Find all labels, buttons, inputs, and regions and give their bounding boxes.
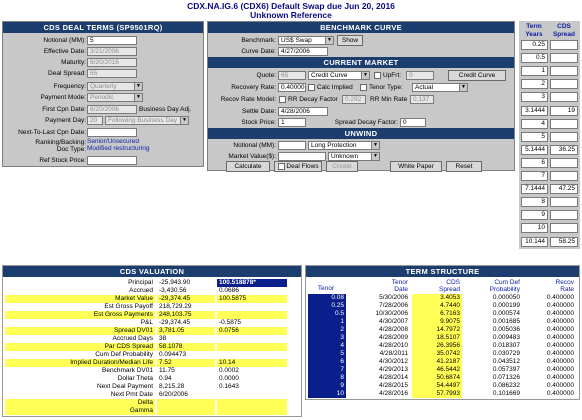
table-cell: 0.5 xyxy=(308,310,346,318)
table-cell: 10/30/2006 xyxy=(375,310,408,317)
valuation-value-pct: 0.1643 xyxy=(219,383,239,390)
table-cell: 2 xyxy=(308,326,346,334)
frequency-value: Quarterly xyxy=(90,83,117,90)
valuation-label: Cum Def Probability xyxy=(95,351,153,358)
valuation-row xyxy=(5,327,299,335)
table-cell: 0.400000 xyxy=(546,374,574,381)
deal-flows-label: Deal Flows xyxy=(286,163,319,170)
valuation-label: Est Gross Payoff xyxy=(104,303,153,310)
payment-day-field[interactable]: 20 xyxy=(87,116,103,125)
valuation-row xyxy=(5,295,299,303)
side-spread-field[interactable]: 19 xyxy=(550,106,578,116)
valuation-row xyxy=(5,335,299,343)
valuation-value-pct: 0.0002 xyxy=(219,367,239,374)
payment-mode-select[interactable] xyxy=(87,93,143,102)
calc-implied-label: Calc Implied xyxy=(317,84,353,91)
valuation-value-pct: 0.0000 xyxy=(219,375,239,382)
table-row xyxy=(306,334,579,342)
ranking-value: Senior/Unsecured xyxy=(87,138,140,145)
side-term-field[interactable]: 1 xyxy=(521,66,548,76)
payment-day-conv-value: Following Business Day xyxy=(108,117,178,124)
table-cell: 0.018307 xyxy=(492,342,520,349)
chevron-down-icon: ▼ xyxy=(325,37,333,44)
table-row xyxy=(306,294,579,302)
valuation-row xyxy=(5,287,299,295)
table-cell: 14.7972 xyxy=(412,326,462,334)
market-value-label: Market Value($): xyxy=(228,153,276,160)
table-cell: 6 xyxy=(308,358,346,366)
table-cell: 54.4497 xyxy=(412,382,462,390)
valuation-value-pct xyxy=(217,391,287,399)
maturity-field[interactable]: 6/20/2016 xyxy=(87,58,137,67)
side-spread-field[interactable] xyxy=(550,132,578,142)
table-cell: 57.7993 xyxy=(412,390,462,398)
side-term-field[interactable]: 5.1444 xyxy=(521,145,548,155)
table-cell: 7/28/2006 xyxy=(379,302,408,309)
side-term-field[interactable]: 3 xyxy=(521,92,548,102)
benchmark-select[interactable] xyxy=(278,36,334,45)
quote-label: Quote: xyxy=(256,72,276,79)
side-spread-field[interactable] xyxy=(550,158,578,168)
table-cell: 0.400000 xyxy=(546,350,574,357)
side-spread-field[interactable] xyxy=(550,210,578,220)
protection-select[interactable] xyxy=(308,141,380,150)
side-spread-field[interactable] xyxy=(550,171,578,181)
next-to-last-field[interactable] xyxy=(87,128,137,137)
side-spread-field[interactable] xyxy=(550,53,578,63)
benchmark-header: BENCHMARK CURVE xyxy=(208,22,514,33)
term-structure-col-header: Recov Rate xyxy=(555,279,574,293)
valuation-label: Market Value xyxy=(5,295,155,303)
table-cell: 0.400000 xyxy=(546,334,574,341)
market-value-field[interactable] xyxy=(278,152,326,161)
settle-date-label: Settle Date: xyxy=(242,108,276,115)
side-term-field[interactable]: 9 xyxy=(521,210,548,220)
valuation-row xyxy=(5,319,299,327)
valuation-value-pct: -0.5875 xyxy=(219,319,242,326)
curve-date-label: Curve Date: xyxy=(241,48,276,55)
valuation-label: Spread DV01 xyxy=(5,327,155,335)
chevron-down-icon: ▼ xyxy=(134,83,142,90)
table-cell: 7 xyxy=(308,366,346,374)
table-cell: 0.400000 xyxy=(546,390,574,397)
valuation-label: Gamma xyxy=(5,407,155,415)
valuation-value-pct xyxy=(217,407,287,415)
upfront-field[interactable]: 0 xyxy=(406,71,434,80)
table-cell: 0.009483 xyxy=(492,334,520,341)
table-cell: 35.0742 xyxy=(412,350,462,358)
valuation-value: 218,729.29 xyxy=(159,303,192,310)
valuation-value-pct xyxy=(217,343,287,351)
valuation-label: Benchmark DV01 xyxy=(102,367,153,374)
ref-stock-label: Ref Stock Price: xyxy=(39,157,86,164)
term-structure-col-header: Cum Def Probability xyxy=(489,279,520,293)
side-term-field[interactable]: 8 xyxy=(521,197,548,207)
side-term-field[interactable]: 6 xyxy=(521,158,548,168)
valuation-value-pct: 0.0756 xyxy=(217,327,287,335)
table-cell: 4 xyxy=(308,342,346,350)
table-cell: 0.08 xyxy=(308,294,346,302)
table-cell: 4/28/2010 xyxy=(379,342,408,349)
recov-model-label: Recov Rate Model: xyxy=(220,96,276,103)
valuation-header: CDS VALUATION xyxy=(3,266,301,277)
valuation-value-pct xyxy=(217,351,287,359)
calc-implied-checkbox[interactable] xyxy=(308,84,315,91)
market-panel xyxy=(207,21,515,171)
table-cell: 0.057397 xyxy=(492,366,520,373)
valuation-panel xyxy=(2,265,302,417)
valuation-value-pct xyxy=(217,303,287,311)
table-row xyxy=(306,342,579,350)
table-cell: 4/30/2007 xyxy=(379,318,408,325)
stock-price-field[interactable]: 1 xyxy=(278,118,306,127)
show-button[interactable]: Show xyxy=(337,35,363,46)
table-cell: 3 xyxy=(308,334,346,342)
valuation-value-pct: 0.0686 xyxy=(219,287,239,294)
doc-type-value: Modified restructuring xyxy=(87,145,150,152)
valuation-value: -3,430.56 xyxy=(159,287,187,294)
frequency-label: Frequency: xyxy=(53,83,86,90)
side-term-field[interactable]: 5 xyxy=(521,132,548,142)
table-cell: 1 xyxy=(308,318,346,326)
valuation-row xyxy=(5,351,299,359)
tenor-type-checkbox[interactable] xyxy=(360,84,367,91)
valuation-label: Accrued xyxy=(129,287,153,294)
valuation-value-pct xyxy=(217,311,287,319)
table-cell: 4.7440 xyxy=(412,302,462,310)
table-cell: 4/30/2012 xyxy=(379,358,408,365)
table-cell: 0.400000 xyxy=(546,318,574,325)
side-term-field[interactable]: 10 xyxy=(521,223,548,233)
valuation-row xyxy=(5,399,299,407)
valuation-value: 0.94 xyxy=(159,375,172,382)
valuation-value-pct xyxy=(217,399,287,407)
side-curve-panel xyxy=(519,21,580,249)
table-cell: 8 xyxy=(308,374,346,382)
table-row xyxy=(306,310,579,318)
side-spread-header: CDS Spread xyxy=(552,23,576,38)
deal-spread-field[interactable]: 65 xyxy=(87,69,137,78)
table-cell: 0.400000 xyxy=(546,342,574,349)
valuation-row xyxy=(5,375,299,383)
table-row xyxy=(306,374,579,382)
payment-mode-label: Payment Mode: xyxy=(40,94,86,101)
first-cpn-label: First Cpn Date: xyxy=(42,106,86,113)
valuation-row xyxy=(5,303,299,311)
table-row xyxy=(306,382,579,390)
chevron-down-icon: ▼ xyxy=(459,84,467,91)
frequency-select[interactable] xyxy=(87,82,143,91)
valuation-price-input[interactable]: 100.518878* xyxy=(217,279,287,287)
valuation-label: Next Deal Payment xyxy=(97,383,153,390)
white-paper-button[interactable]: White Paper xyxy=(390,161,442,172)
table-cell: 4/28/2015 xyxy=(379,382,408,389)
term-structure-header: TERM STRUCTURE xyxy=(306,266,579,277)
upfront-label: UpFrt: xyxy=(383,72,402,79)
table-cell: 41.2187 xyxy=(412,358,462,366)
valuation-value: 38 xyxy=(159,335,167,342)
valuation-value: -25,943.90 xyxy=(159,279,191,286)
tenor-type-select[interactable] xyxy=(412,83,468,92)
unwind-header: UNWIND xyxy=(208,128,514,139)
valuation-row xyxy=(5,311,299,319)
valuation-value: -29,374.45 xyxy=(159,319,191,326)
table-cell: 4/28/2014 xyxy=(379,374,408,381)
table-cell: 4/28/2008 xyxy=(379,326,408,333)
page-title: CDX.NA.IG.6 (CDX6) Default Swap due Jun 20, 2016 xyxy=(187,1,395,11)
table-cell: 26.3956 xyxy=(412,342,462,350)
rr-min-label: RR Min Rate xyxy=(370,96,408,103)
valuation-value: 3,781.05 xyxy=(157,327,215,335)
business-day-adj-label: Business Day Adj. xyxy=(139,106,192,113)
valuation-label: Implied Duration/Median Life xyxy=(5,359,155,367)
spread-decay-field[interactable]: 0 xyxy=(400,118,426,127)
table-cell: 5 xyxy=(308,350,346,358)
table-cell: 0.400000 xyxy=(546,326,574,333)
rr-decay-field[interactable]: 0.292 xyxy=(342,95,366,104)
side-term-header: Term Years xyxy=(525,23,543,38)
side-term-field[interactable]: 2 xyxy=(521,79,548,89)
valuation-label: Principal xyxy=(128,279,153,286)
valuation-label: Delta xyxy=(5,399,155,407)
table-row xyxy=(306,390,579,398)
valuation-value: 58.1078 xyxy=(157,343,215,351)
table-cell: 4/28/2011 xyxy=(379,350,408,357)
first-cpn-field[interactable]: 6/20/2006 xyxy=(87,105,137,114)
table-cell: 5/30/2006 xyxy=(379,294,408,301)
valuation-value: 6/20/2006 xyxy=(159,391,188,398)
valuation-value: 0.094473 xyxy=(159,351,187,358)
chevron-down-icon: ▼ xyxy=(371,142,379,149)
table-cell: 4/29/2013 xyxy=(379,366,408,373)
valuation-value xyxy=(157,399,215,407)
side-spread-field[interactable]: 47.25 xyxy=(550,184,578,194)
valuation-row xyxy=(5,383,299,391)
table-row xyxy=(306,302,579,310)
ref-stock-field[interactable] xyxy=(87,156,137,165)
valuation-row xyxy=(5,391,299,399)
side-spread-field[interactable] xyxy=(550,40,578,50)
unknown-value: Unknown xyxy=(331,153,359,160)
valuation-row xyxy=(5,407,299,415)
curve-date-field[interactable]: 4/27/2006 xyxy=(278,47,328,56)
side-term-field[interactable]: 0.5 xyxy=(521,53,548,63)
valuation-row xyxy=(5,367,299,375)
table-cell: 0.400000 xyxy=(546,294,574,301)
side-spread-field[interactable] xyxy=(550,79,578,89)
side-spread-field[interactable]: 58.25 xyxy=(550,237,578,247)
recovery-rate-label: Recovery Rate: xyxy=(231,84,276,91)
table-row xyxy=(306,326,579,334)
quote-type-value: Credit Curve xyxy=(311,72,348,79)
term-structure-col-header: Tenor xyxy=(317,285,335,292)
table-cell: 0.000574 xyxy=(492,310,520,317)
term-structure-panel xyxy=(305,265,580,400)
create-button[interactable]: Create xyxy=(326,161,358,172)
table-cell: 0.030729 xyxy=(492,350,520,357)
deal-terms-header: CDS DEAL TERMS (SP9501RQ) xyxy=(3,22,203,33)
table-cell: 0.25 xyxy=(308,302,346,310)
table-row xyxy=(306,358,579,366)
term-structure-col-header: CDS Spread xyxy=(439,279,460,293)
side-term-field[interactable]: 4 xyxy=(521,119,548,129)
settle-date-field[interactable]: 4/28/2006 xyxy=(278,107,328,116)
valuation-row xyxy=(5,343,299,351)
chevron-down-icon: ▼ xyxy=(361,72,369,79)
benchmark-value: US$ Swap xyxy=(281,37,312,44)
reset-button[interactable]: Reset xyxy=(446,161,482,172)
valuation-label: Accrued Days xyxy=(112,335,153,342)
notional-field[interactable]: 5 xyxy=(87,36,137,45)
deal-spread-label: Deal Spread: xyxy=(48,70,86,77)
valuation-value xyxy=(157,407,215,415)
unwind-notional-label: Notional (MM): xyxy=(233,142,276,149)
unwind-notional-field[interactable] xyxy=(278,141,306,150)
table-cell: 0.400000 xyxy=(546,366,574,373)
stock-price-label: Stock Price: xyxy=(241,119,276,126)
table-cell: 10 xyxy=(308,390,346,398)
table-cell: 50.6874 xyxy=(412,374,462,382)
credit-curve-button[interactable]: Credit Curve xyxy=(448,70,506,81)
side-term-field[interactable]: 10.144 xyxy=(521,237,548,247)
valuation-label: Dollar Theta xyxy=(117,375,153,382)
effective-date-field[interactable]: 3/21/2006 xyxy=(87,47,137,56)
payment-day-conv-select[interactable] xyxy=(105,116,189,125)
table-cell: 0.400000 xyxy=(546,302,574,309)
table-cell: 0.043512 xyxy=(492,358,520,365)
table-cell: 0.400000 xyxy=(546,310,574,317)
table-cell: 0.071326 xyxy=(492,374,520,381)
term-structure-col-header: Tenor Date xyxy=(391,279,408,293)
maturity-label: Maturity: xyxy=(61,59,86,66)
valuation-value-pct: 100.5875 xyxy=(217,295,287,303)
valuation-label: Par CDS Spread xyxy=(5,343,155,351)
valuation-value: -29,374.45 xyxy=(157,295,215,303)
table-cell: 0.400000 xyxy=(546,358,574,365)
table-row xyxy=(306,318,579,326)
table-cell: 0.400000 xyxy=(546,382,574,389)
table-cell: 3.4053 xyxy=(412,294,462,302)
table-row xyxy=(306,366,579,374)
next-to-last-label: Next-To-Last Cpn Date: xyxy=(18,129,86,136)
side-term-field[interactable]: 7 xyxy=(521,171,548,181)
chevron-down-icon: ▼ xyxy=(371,153,379,160)
valuation-value: 248,103.75 xyxy=(157,311,215,319)
table-cell: 9.9075 xyxy=(412,318,462,326)
valuation-label: Est Gross Payments xyxy=(5,311,155,319)
quote-type-select[interactable] xyxy=(308,71,370,80)
page-subtitle: Unknown Reference xyxy=(250,10,332,20)
side-spread-field[interactable] xyxy=(550,223,578,233)
deal-flows-button[interactable] xyxy=(274,161,322,172)
valuation-value-pct: 10.14 xyxy=(217,359,287,367)
table-cell: 18.5107 xyxy=(412,334,462,342)
valuation-row xyxy=(5,279,299,287)
valuation-row xyxy=(5,359,299,367)
quote-field[interactable]: 65 xyxy=(278,71,306,80)
valuation-label: P&L xyxy=(140,319,153,326)
table-cell: 0.005036 xyxy=(492,326,520,333)
side-spread-field[interactable] xyxy=(550,197,578,207)
chevron-down-icon: ▼ xyxy=(180,117,188,124)
recovery-rate-field[interactable]: 0.40000 xyxy=(278,83,306,92)
valuation-value: 8,215.28 xyxy=(159,383,185,390)
upfront-checkbox[interactable] xyxy=(374,72,381,79)
spread-decay-label: Spread Decay Factor: xyxy=(334,119,398,126)
table-cell: 4/28/2009 xyxy=(379,334,408,341)
valuation-label: Next Pmt Date xyxy=(110,391,153,398)
table-cell: 0.000050 xyxy=(492,294,520,301)
table-cell: 0.001685 xyxy=(492,318,520,325)
tenor-type-label: Tenor Type: xyxy=(369,84,403,91)
side-spread-field[interactable]: 36.25 xyxy=(550,145,578,155)
table-cell: 0.000199 xyxy=(492,302,520,309)
table-cell: 0.101669 xyxy=(492,390,520,397)
ranking-label: Ranking/Backing: xyxy=(35,139,86,146)
payment-mode-value: Periodic xyxy=(90,94,114,101)
doc-type-label: Doc Type: xyxy=(56,146,86,153)
chevron-down-icon: ▼ xyxy=(134,94,142,101)
table-cell: 9 xyxy=(308,382,346,390)
valuation-value-pct xyxy=(217,335,287,343)
valuation-value: 11.75 xyxy=(159,367,175,374)
payment-day-label: Payment Day: xyxy=(45,117,86,124)
table-cell: 0.086232 xyxy=(492,382,520,389)
valuation-value: 7.52 xyxy=(157,359,215,367)
current-market-header: CURRENT MARKET xyxy=(208,57,514,68)
rr-decay-label: RR Decay Factor xyxy=(288,96,338,103)
side-spread-field[interactable] xyxy=(550,92,578,102)
table-cell: 4/28/2016 xyxy=(379,390,408,397)
notional-label: Notional (MM): xyxy=(43,37,86,44)
side-spread-field[interactable] xyxy=(550,66,578,76)
table-cell: 6.7163 xyxy=(412,310,462,318)
side-term-field[interactable]: 7.1444 xyxy=(521,184,548,194)
side-term-field[interactable]: 0.25 xyxy=(521,40,548,50)
side-term-field[interactable]: 3.1444 xyxy=(521,106,548,116)
side-spread-field[interactable] xyxy=(550,119,578,129)
protection-value: Long Protection xyxy=(311,142,357,149)
effective-date-label: Effective Date: xyxy=(43,48,86,55)
table-cell: 46.5442 xyxy=(412,366,462,374)
deal-flows-checkbox[interactable] xyxy=(278,163,285,170)
deal-terms-panel xyxy=(2,21,204,167)
calculate-button[interactable]: Calculate xyxy=(226,161,270,172)
tenor-type-value: Actual xyxy=(415,84,434,91)
unknown-select[interactable] xyxy=(328,152,380,161)
benchmark-label: Benchmark: xyxy=(241,37,276,44)
rr-min-field[interactable]: 0.137 xyxy=(410,95,434,104)
table-row xyxy=(306,350,579,358)
rr-decay-checkbox[interactable] xyxy=(279,96,286,103)
